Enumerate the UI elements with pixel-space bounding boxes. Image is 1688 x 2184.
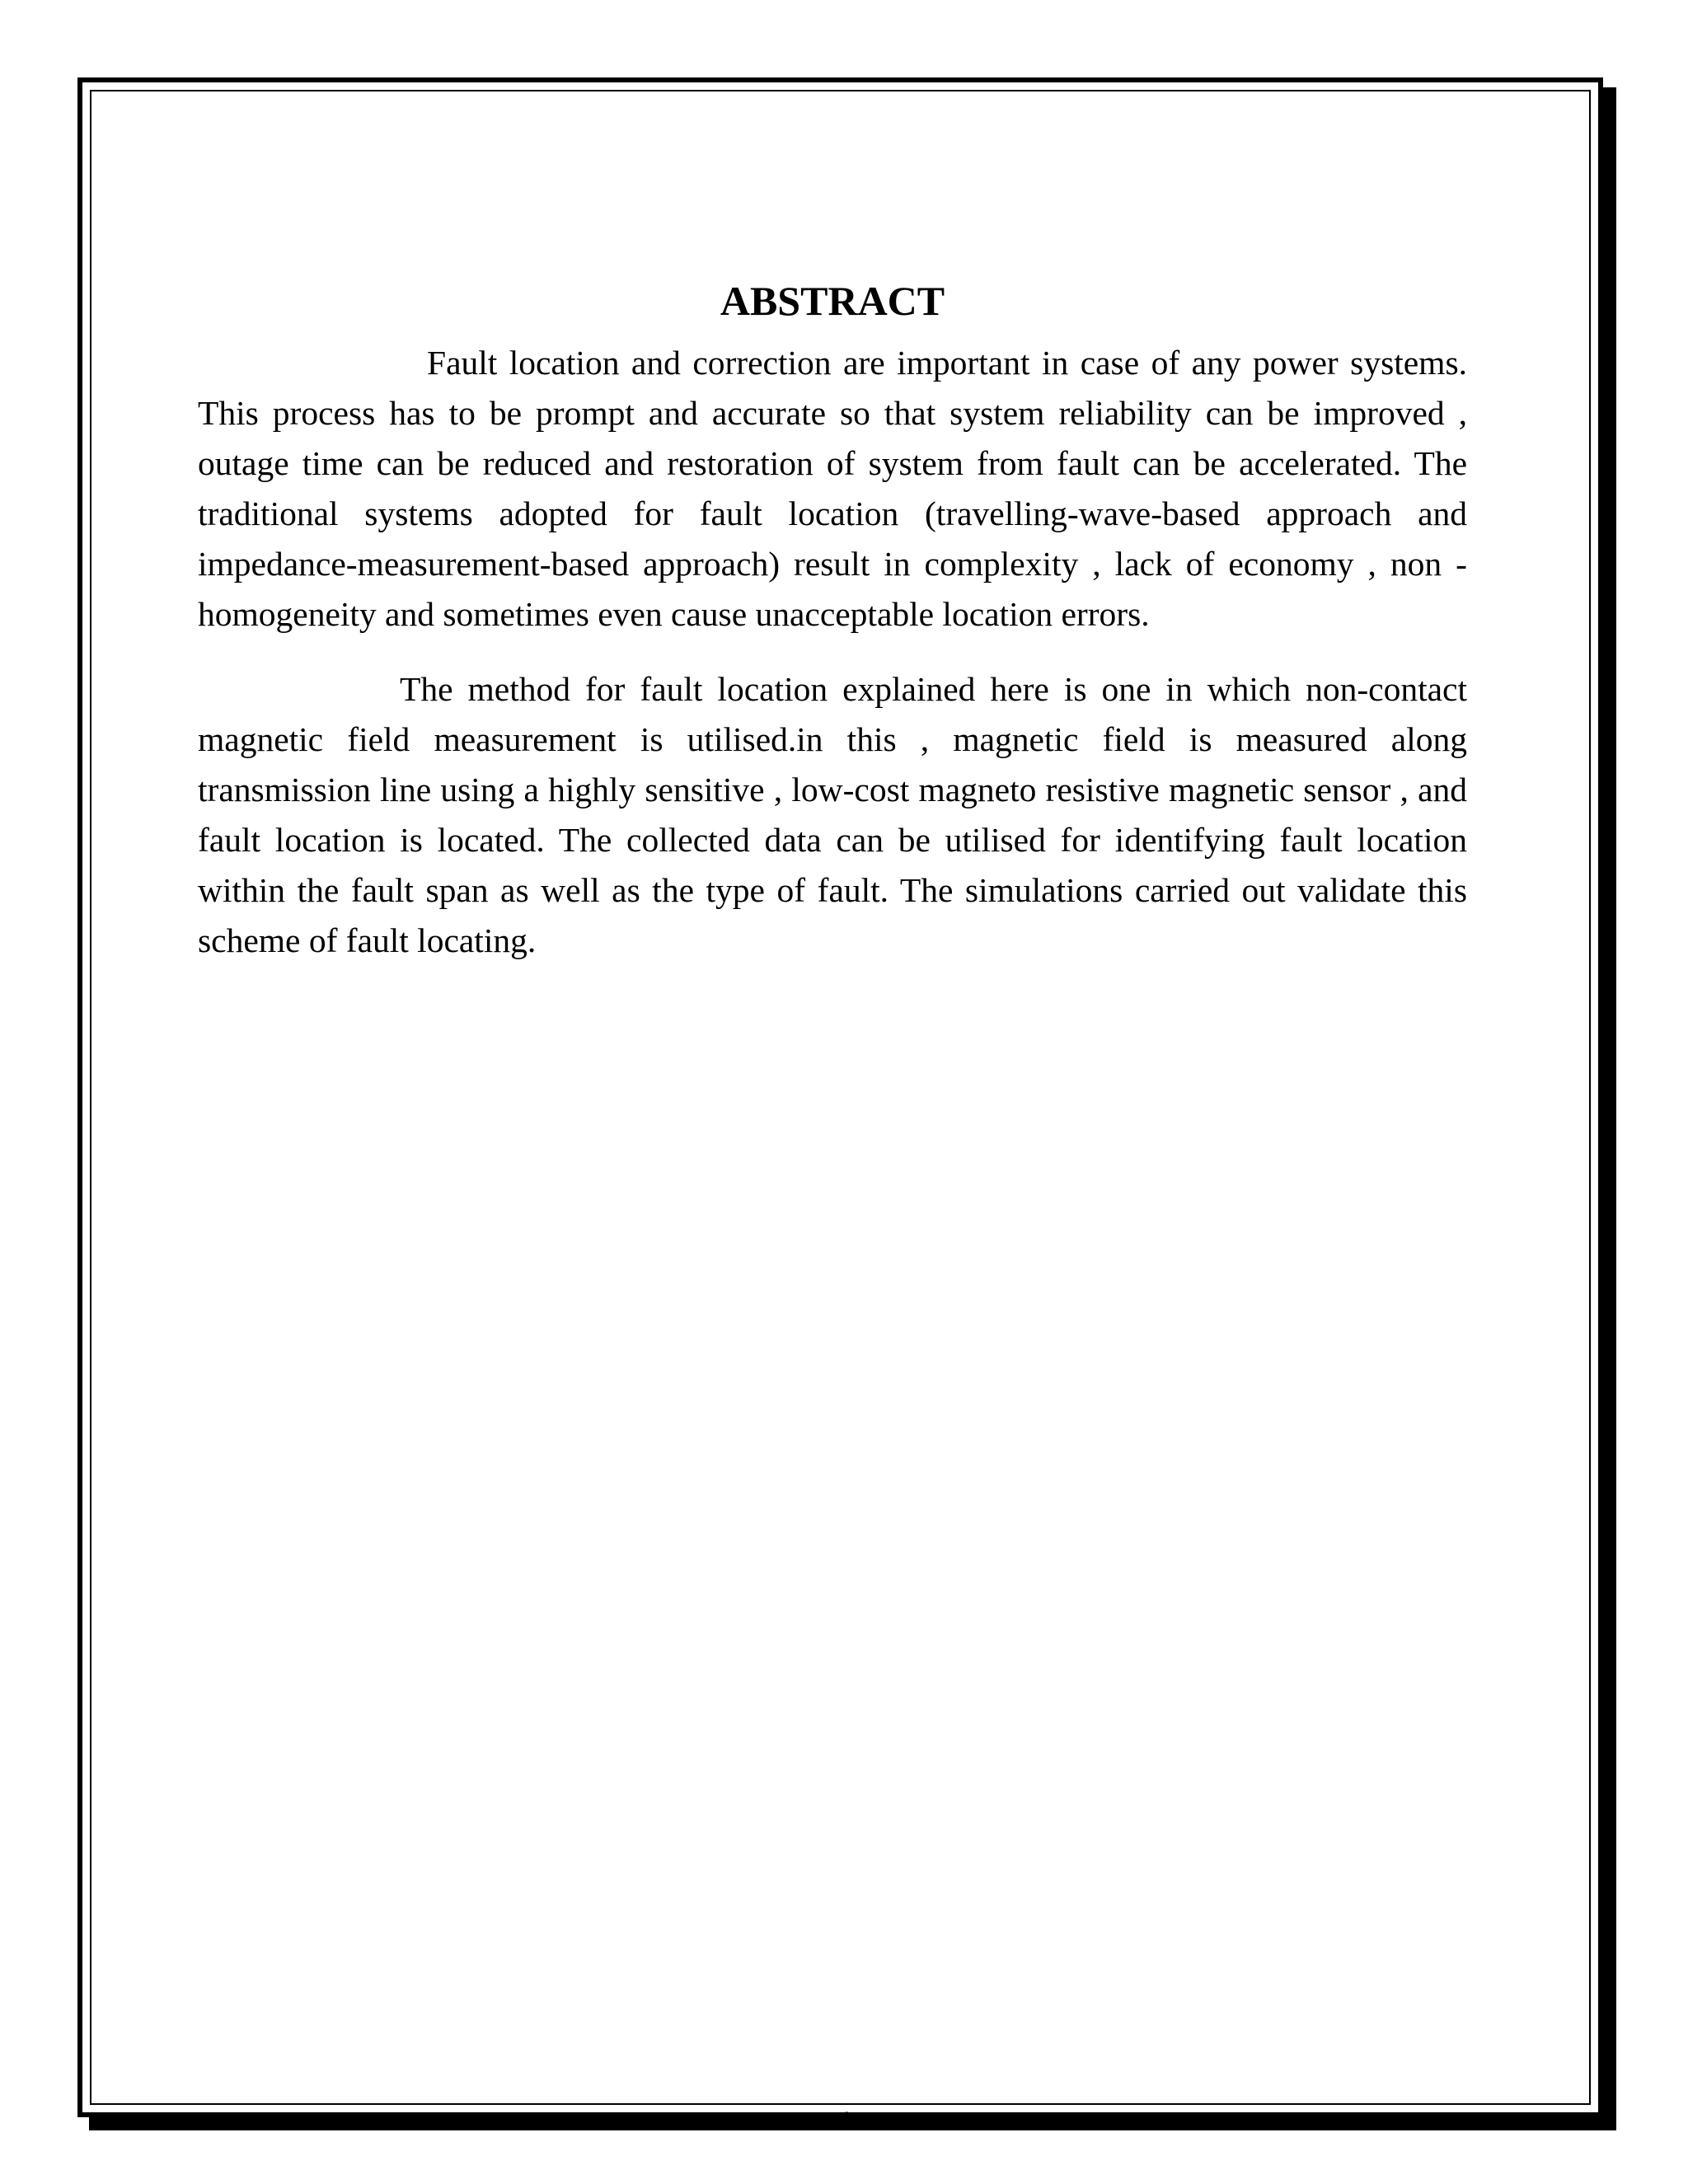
page-title: ABSTRACT (720, 278, 945, 324)
document-body (198, 272, 1467, 966)
page-number: 4 (837, 2107, 851, 2136)
abstract-paragraph-2: The method for fault location explained here is one in which non-contact magnetic field measurement is utilised.in this , magnetic field is measured along transmission line using a highly sensitive , low-cost magneto resistive magnetic sensor , and fault location is located. The collected data can be utilised for identifying fault location within the fault span as well as the type of fault. The simulations carried out validate this scheme of fault locating. (198, 670, 1467, 959)
abstract-paragraph-1: Fault location and correction are important in case of any power systems. This process has to be prompt and accurate so that system reliability can be improved , outage time can be reduced and restoration of system from fault can be accelerated. The traditional systems adopted for fault location (travelling-wave-based approach and impedance-measurement-based approach) result in complexity , lack of economy , non -homogeneity and sometimes even cause unacceptable location errors. (198, 344, 1467, 633)
